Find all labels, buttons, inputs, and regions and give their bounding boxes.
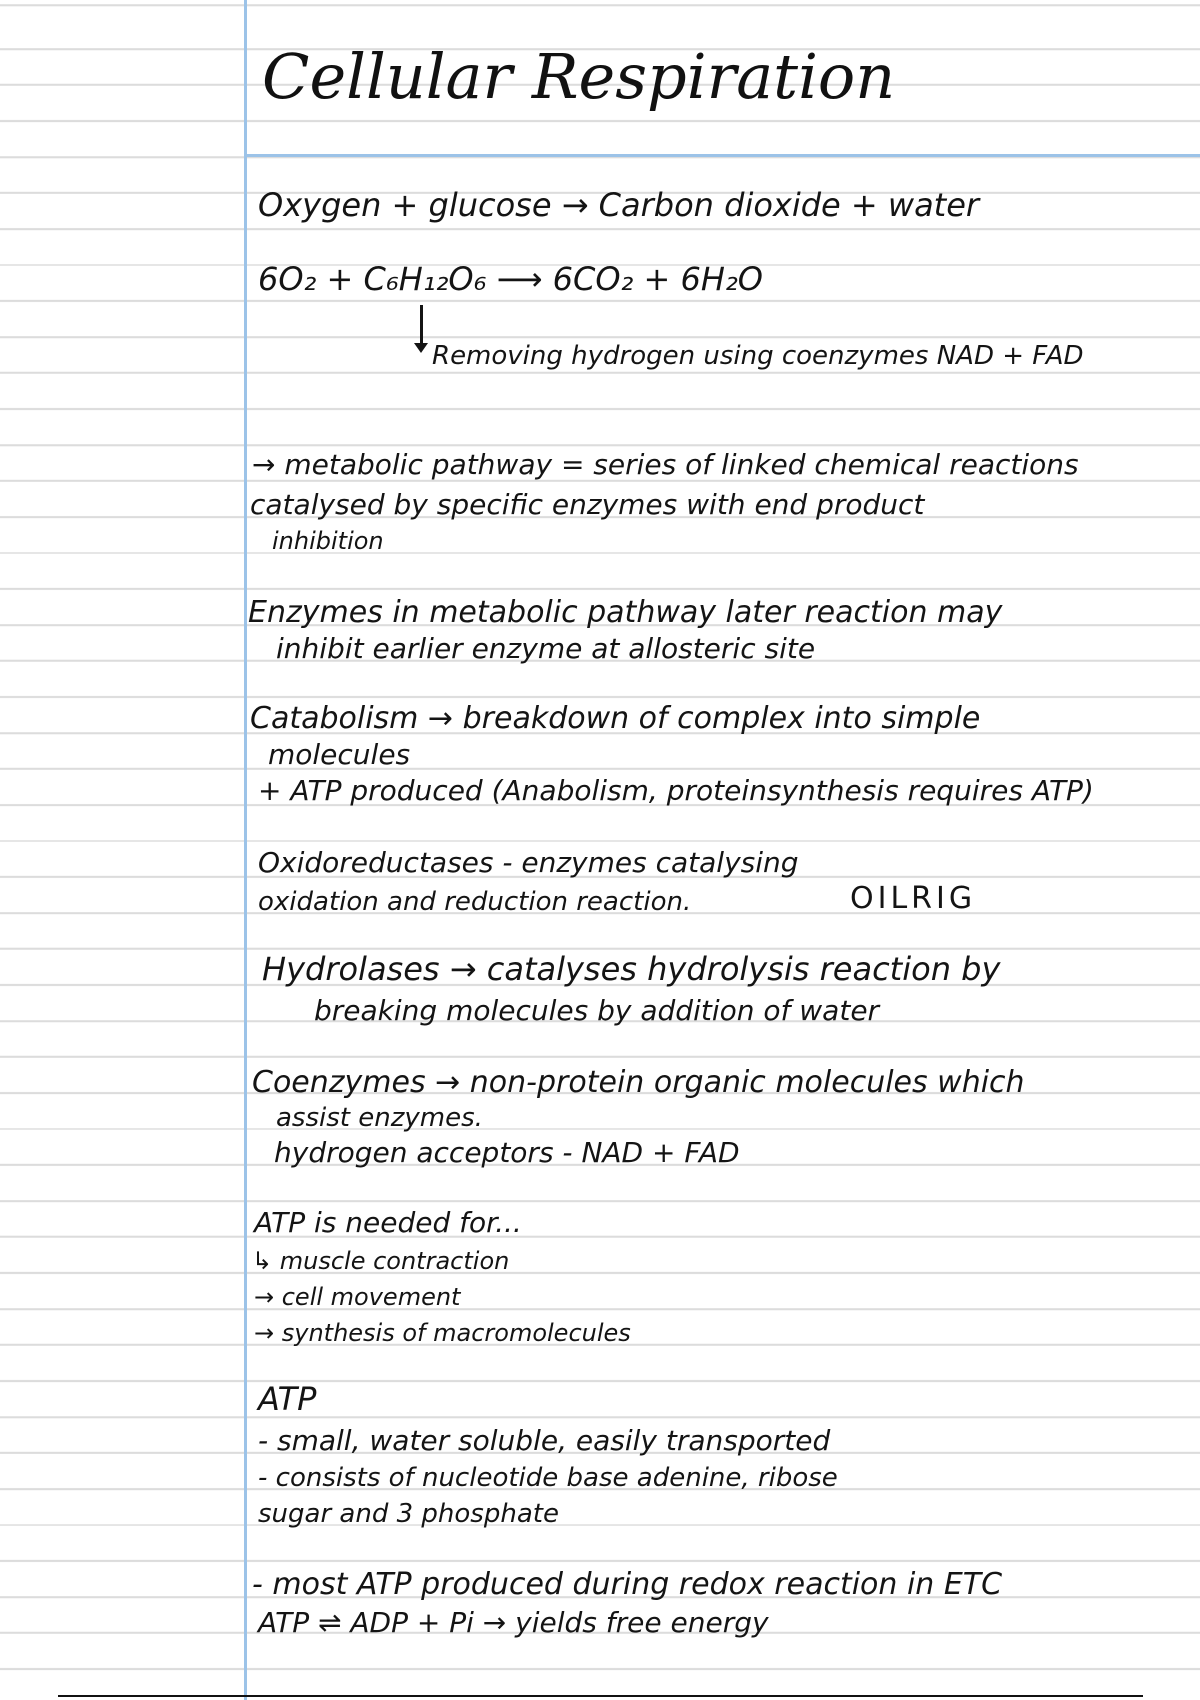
enzymes-line-1: Enzymes in metabolic pathway later reaction may bbox=[248, 595, 1003, 630]
atp-property-2: - consists of nucleotide base adenine, ribose bbox=[258, 1463, 838, 1493]
page-title: Cellular Respiration bbox=[262, 40, 896, 113]
hydrolases-line-2: breaking molecules by addition of water bbox=[314, 994, 880, 1027]
atp-property-3: sugar and 3 phosphate bbox=[258, 1499, 559, 1529]
catabolism-line-3: + ATP produced (Anabolism, proteinsynthesis requires ATP) bbox=[258, 774, 1094, 807]
bottom-rule bbox=[58, 1695, 1143, 1697]
oxidoreductases-line-1: Oxidoreductases - enzymes catalysing bbox=[258, 846, 799, 879]
atp-needed-item-1: ↳ muscle contraction bbox=[252, 1247, 510, 1275]
atp-property-1: - small, water soluble, easily transported bbox=[258, 1424, 831, 1457]
oilrig-mnemonic: OILRIG bbox=[850, 881, 977, 916]
hydrolases-line-1: Hydrolases → catalyses hydrolysis reaction by bbox=[262, 950, 1001, 988]
catabolism-line-1: Catabolism → breakdown of complex into simple bbox=[250, 701, 981, 736]
coenzymes-line-3: hydrogen acceptors - NAD + FAD bbox=[274, 1136, 740, 1169]
coenzymes-line-1: Coenzymes → non-protein organic molecules which bbox=[252, 1065, 1025, 1100]
atp-needed-item-2: → cell movement bbox=[254, 1283, 461, 1311]
header-rule bbox=[244, 154, 1200, 157]
atp-heading: ATP bbox=[258, 1380, 317, 1418]
pathway-line-3: inhibition bbox=[272, 527, 384, 555]
word-equation: Oxygen + glucose → Carbon dioxide + water bbox=[258, 186, 980, 224]
hydrogen-note: Removing hydrogen using coenzymes NAD + FAD bbox=[432, 341, 1084, 371]
oxidoreductases-line-2: oxidation and reduction reaction. bbox=[258, 887, 692, 917]
atp-needed-item-3: → synthesis of macromolecules bbox=[254, 1319, 631, 1347]
pathway-line-2: catalysed by specific enzymes with end product bbox=[250, 488, 925, 521]
margin-line bbox=[244, 0, 247, 1700]
redox-line-2: ATP ⇌ ADP + Pi → yields free energy bbox=[258, 1606, 769, 1639]
symbol-equation: 6O₂ + C₆H₁₂O₆ ⟶ 6CO₂ + 6H₂O bbox=[258, 260, 763, 298]
redox-line-1: - most ATP produced during redox reaction in ETC bbox=[252, 1567, 1003, 1602]
pathway-line-1: → metabolic pathway = series of linked chemical reactions bbox=[252, 448, 1079, 481]
down-arrow-icon bbox=[420, 305, 423, 347]
enzymes-line-2: inhibit earlier enzyme at allosteric site bbox=[276, 632, 816, 665]
atp-needed-heading: ATP is needed for... bbox=[254, 1206, 522, 1239]
catabolism-line-2: molecules bbox=[268, 738, 411, 771]
coenzymes-line-2: assist enzymes. bbox=[276, 1103, 483, 1133]
